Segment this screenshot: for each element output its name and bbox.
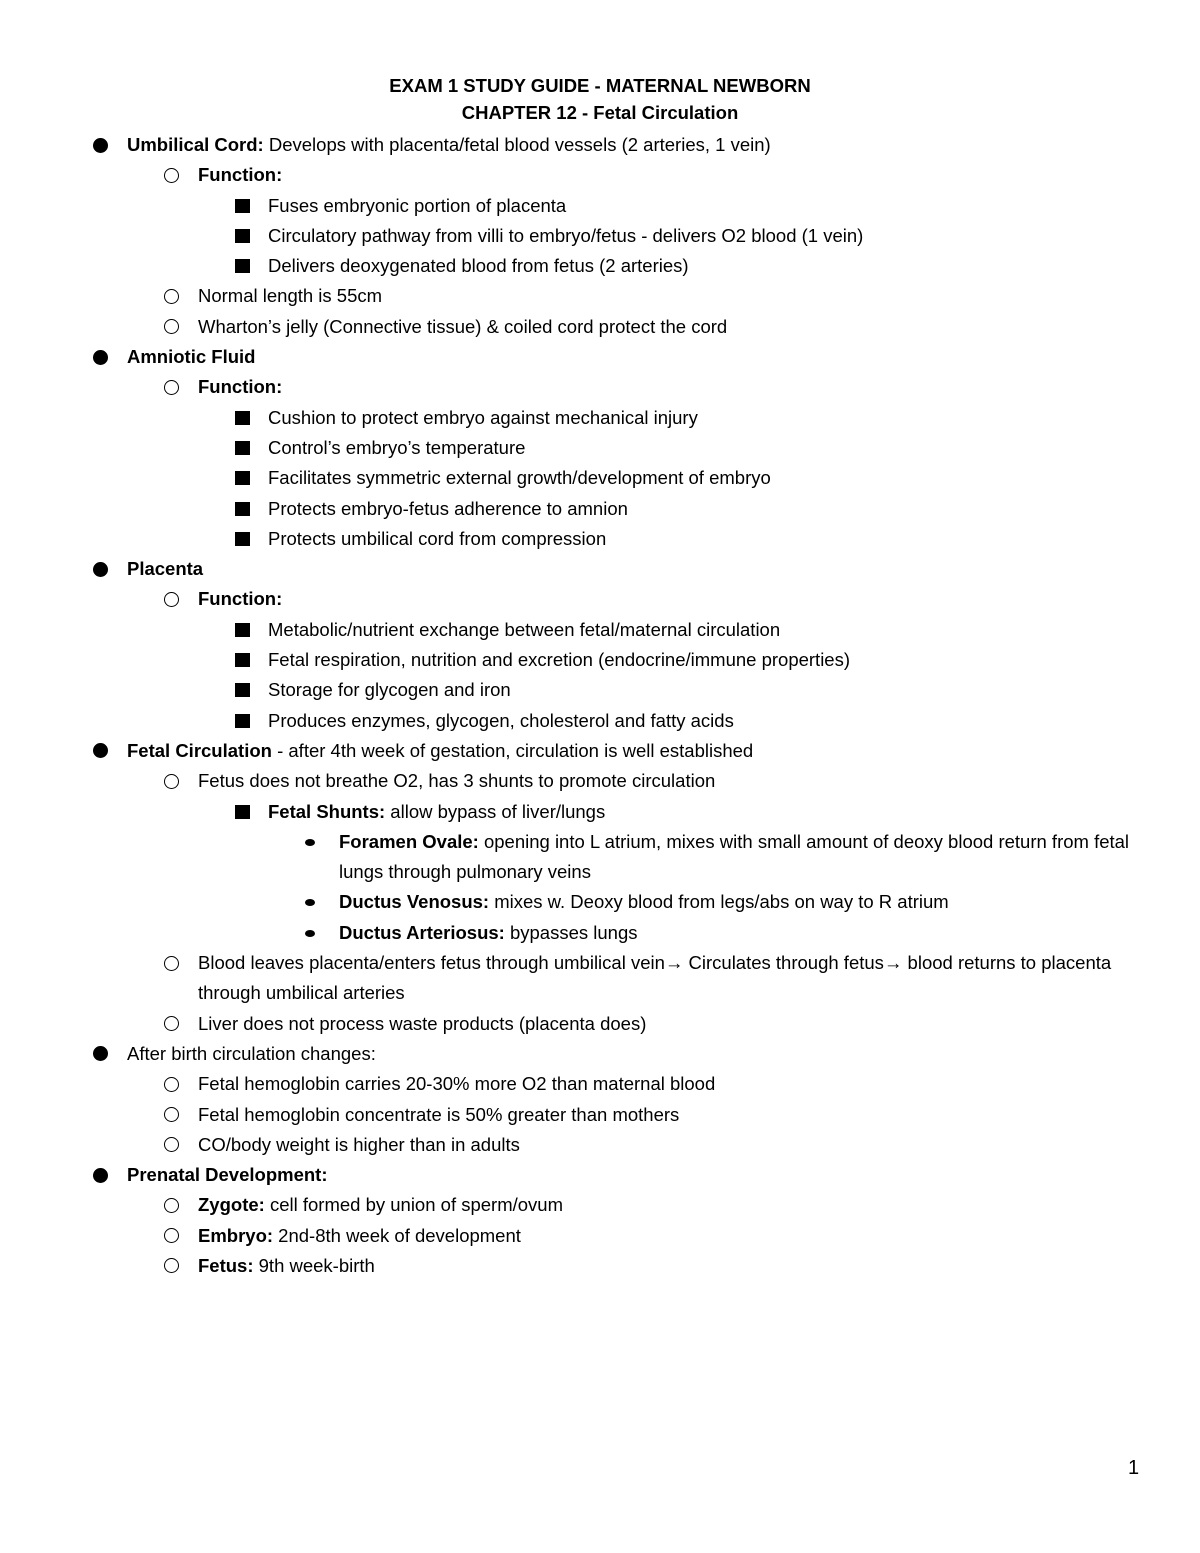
square-bullet-icon <box>235 259 250 273</box>
outline-item-level-2 <box>0 1251 1200 1281</box>
outline-item-level-2 <box>0 1100 1200 1130</box>
outline-item-term: Function: <box>198 376 283 398</box>
square-bullet-icon <box>235 714 250 728</box>
outline-item-level-1 <box>0 1160 1200 1190</box>
square-bullet-icon <box>235 653 250 667</box>
outline-item-level-3 <box>0 191 1200 221</box>
outline-item-text: Wharton’s jelly (Connective tissue) & coiled cord protect the cord <box>198 315 728 337</box>
outline-item-text: CO/body weight is higher than in adults <box>198 1133 520 1155</box>
outline-item-level-3 <box>0 615 1200 645</box>
outline-item-level-2 <box>0 312 1200 342</box>
square-bullet-icon <box>235 411 250 425</box>
outline-item-term: Fetal Circulation <box>127 739 272 761</box>
outline-item-term: Function: <box>198 164 283 186</box>
outline-item-text: allow bypass of liver/lungs <box>385 800 606 822</box>
outline-item-level-2 <box>0 766 1200 796</box>
outline-item-text: opening into L atrium, mixes with small amount of deoxy blood return from fetal lungs through pulmonary veins <box>339 830 1130 883</box>
outline-item-level-3 <box>0 221 1200 251</box>
outline-item-term: Amniotic Fluid <box>127 346 256 368</box>
outline-item-level-3 <box>0 403 1200 433</box>
outline-item-level-3 <box>0 706 1200 736</box>
outline-item-text: Circulatory pathway from villi to embryo/fetus - delivers O2 blood (1 vein) <box>268 224 864 246</box>
filled-circle-bullet-icon <box>93 138 108 153</box>
outline-item-text: Liver does not process waste products (placenta does) <box>198 1012 647 1034</box>
outline-item-text: 9th week-birth <box>253 1254 375 1276</box>
outline-item-level-2 <box>0 1190 1200 1220</box>
outline-item-level-4 <box>0 887 1200 917</box>
hollow-circle-bullet-icon <box>164 168 179 183</box>
square-bullet-icon <box>235 532 250 546</box>
outline-item-text: - after 4th week of gestation, circulation is well established <box>271 739 754 761</box>
outline-item-level-2 <box>0 1130 1200 1160</box>
small-dot-bullet-icon <box>305 839 315 846</box>
outline-item-text: Cushion to protect embryo against mechanical injury <box>268 406 698 428</box>
study-outline <box>0 130 1200 1281</box>
outline-item-term: Ductus Arteriosus: <box>339 921 505 943</box>
square-bullet-icon <box>235 805 250 819</box>
outline-item-term: Foramen Ovale: <box>339 830 479 852</box>
hollow-circle-bullet-icon <box>164 380 179 395</box>
outline-item-term: Placenta <box>127 558 204 580</box>
hollow-circle-bullet-icon <box>164 289 179 304</box>
outline-item-text: bypasses lungs <box>504 921 638 943</box>
small-dot-bullet-icon <box>305 930 315 937</box>
outline-item-term: Embryo: <box>198 1224 274 1246</box>
outline-item-level-3 <box>0 433 1200 463</box>
outline-item-text: Protects embryo-fetus adherence to amnion <box>268 497 628 519</box>
square-bullet-icon <box>235 623 250 637</box>
outline-item-level-2 <box>0 372 1200 402</box>
page-number: 1 <box>1128 1457 1140 1479</box>
outline-item-level-2 <box>0 948 1200 1009</box>
outline-item-term: Fetus: <box>198 1254 254 1276</box>
filled-circle-bullet-icon <box>93 350 108 365</box>
outline-item-text: Protects umbilical cord from compression <box>268 527 607 549</box>
outline-item-level-1 <box>0 342 1200 372</box>
outline-item-level-3 <box>0 645 1200 675</box>
outline-item-level-2 <box>0 1221 1200 1251</box>
outline-item-text: Metabolic/nutrient exchange between fetal/maternal circulation <box>268 618 781 640</box>
filled-circle-bullet-icon <box>93 743 108 758</box>
outline-item-text: Fetal respiration, nutrition and excretion (endocrine/immune properties) <box>268 649 851 671</box>
hollow-circle-bullet-icon <box>164 1107 179 1122</box>
hollow-circle-bullet-icon <box>164 1137 179 1152</box>
outline-item-text: After birth circulation changes: <box>127 1042 376 1064</box>
outline-item-text: Storage for glycogen and iron <box>268 679 511 701</box>
outline-item-text: Delivers deoxygenated blood from fetus (2 arteries) <box>268 255 689 277</box>
hollow-circle-bullet-icon <box>164 956 179 971</box>
outline-item-text: Produces enzymes, glycogen, cholesterol and fatty acids <box>268 709 734 731</box>
filled-circle-bullet-icon <box>93 1168 108 1183</box>
outline-item-level-2 <box>0 281 1200 311</box>
outline-item-level-4 <box>0 918 1200 948</box>
outline-item-level-3 <box>0 251 1200 281</box>
outline-item-term: Fetal Shunts: <box>268 800 386 822</box>
outline-item-text: cell formed by union of sperm/ovum <box>264 1194 563 1216</box>
square-bullet-icon <box>235 199 250 213</box>
outline-item-level-1 <box>0 554 1200 584</box>
outline-item-text: 2nd-8th week of development <box>273 1224 521 1246</box>
outline-item-level-1 <box>0 736 1200 766</box>
outline-item-level-2 <box>0 1009 1200 1039</box>
hollow-circle-bullet-icon <box>164 1258 179 1273</box>
outline-item-text: Fetus does not breathe O2, has 3 shunts to promote circulation <box>198 770 716 792</box>
filled-circle-bullet-icon <box>93 1046 108 1061</box>
hollow-circle-bullet-icon <box>164 774 179 789</box>
square-bullet-icon <box>235 229 250 243</box>
outline-item-level-1 <box>0 1039 1200 1069</box>
hollow-circle-bullet-icon <box>164 1077 179 1092</box>
outline-item-level-3 <box>0 524 1200 554</box>
outline-item-level-3 <box>0 797 1200 827</box>
outline-item-level-3 <box>0 494 1200 524</box>
outline-item-term: Umbilical Cord: <box>127 134 264 155</box>
outline-item-text: Normal length is 55cm <box>198 285 383 307</box>
outline-item-text: mixes w. Deoxy blood from legs/abs on way to R atrium <box>489 891 949 913</box>
outline-item-term: Prenatal Development: <box>127 1164 328 1186</box>
hollow-circle-bullet-icon <box>164 1228 179 1243</box>
outline-item-term: Zygote: <box>198 1194 265 1216</box>
hollow-circle-bullet-icon <box>164 319 179 334</box>
outline-item-text: Fetal hemoglobin carries 20-30% more O2 than maternal blood <box>198 1073 716 1095</box>
hollow-circle-bullet-icon <box>164 1198 179 1213</box>
outline-item-level-2 <box>0 1069 1200 1099</box>
outline-item-text: Develops with placenta/fetal blood vessels (2 arteries, 1 vein) <box>263 134 771 155</box>
filled-circle-bullet-icon <box>93 562 108 577</box>
outline-item-text: Fetal hemoglobin concentrate is 50% greater than mothers <box>198 1103 680 1125</box>
outline-item-level-3 <box>0 463 1200 493</box>
square-bullet-icon <box>235 683 250 697</box>
square-bullet-icon <box>235 502 250 516</box>
outline-item-text: Facilitates symmetric external growth/development of embryo <box>268 467 771 489</box>
document-title: EXAM 1 STUDY GUIDE - MATERNAL NEWBORN <box>389 75 811 96</box>
outline-item-term: Ductus Venosus: <box>339 891 490 913</box>
outline-item-level-1 <box>0 130 1200 160</box>
outline-item-text: Control’s embryo’s temperature <box>268 436 526 458</box>
small-dot-bullet-icon <box>305 899 315 906</box>
hollow-circle-bullet-icon <box>164 592 179 607</box>
outline-item-text: Fuses embryonic portion of placenta <box>268 194 567 216</box>
outline-item-term: Function: <box>198 588 283 610</box>
outline-item-text: Blood leaves placenta/enters fetus through umbilical vein→ Circulates through fetus→ blood returns to placenta through umbilical arteries <box>198 952 1112 1004</box>
outline-item-level-3 <box>0 675 1200 705</box>
hollow-circle-bullet-icon <box>164 1016 179 1031</box>
chapter-heading: CHAPTER 12 - Fetal Circulation <box>461 102 739 123</box>
square-bullet-icon <box>235 471 250 485</box>
outline-item-level-2 <box>0 160 1200 190</box>
square-bullet-icon <box>235 441 250 455</box>
outline-item-level-4 <box>0 827 1200 888</box>
outline-item-level-2 <box>0 584 1200 614</box>
